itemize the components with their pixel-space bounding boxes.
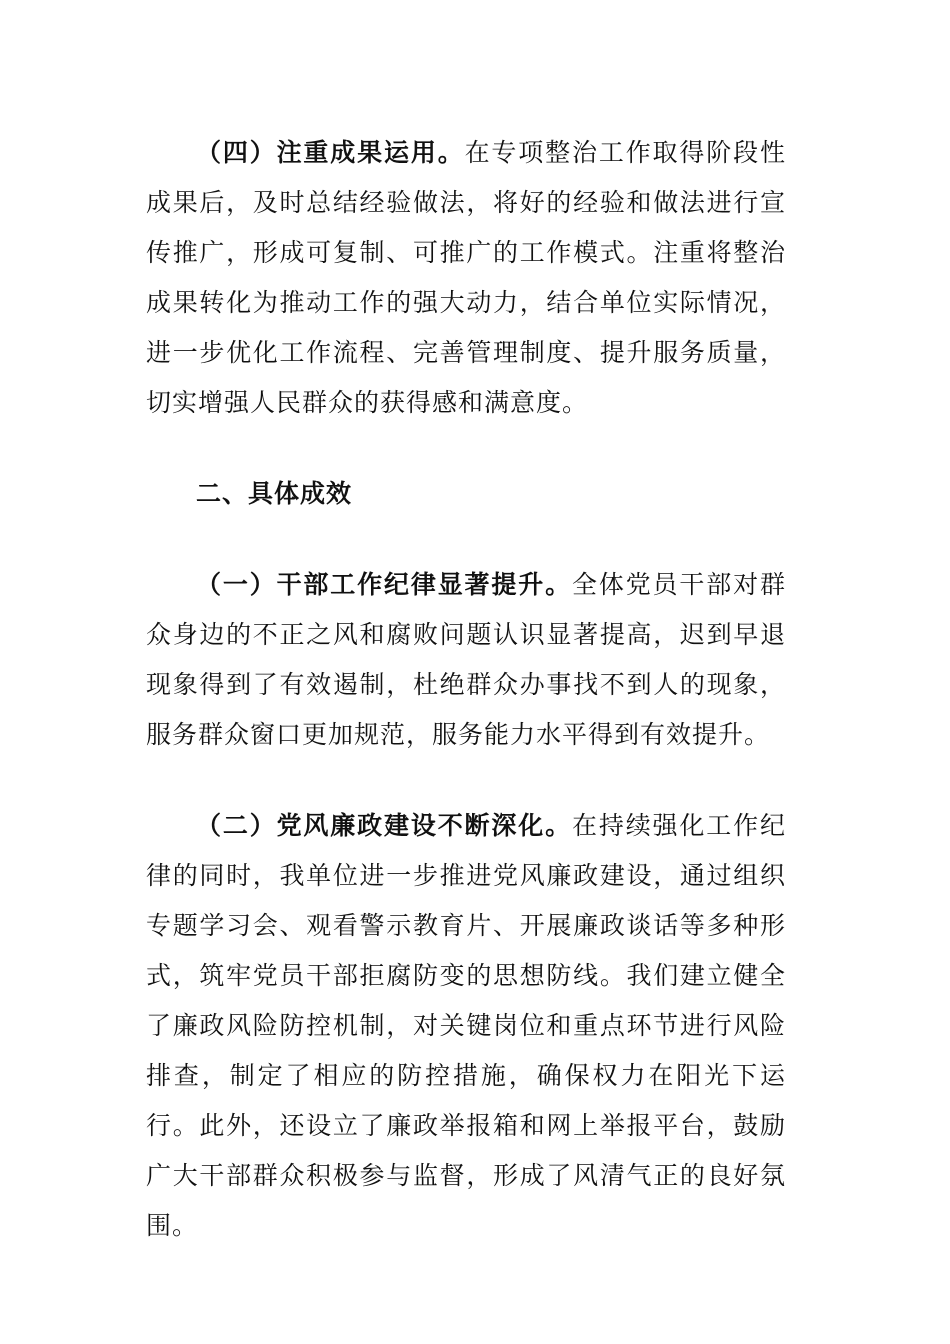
paragraph-lead: （二）党风廉政建设不断深化。 — [196, 811, 572, 840]
document-page — [146, 128, 786, 1251]
paragraph-body: 在专项整治工作取得阶段性成果后，及时总结经验做法，将好的经验和做法进行宣传推广，形成可复制、可推广的工作模式。注重将整治成果转化为推动工作的强大动力，结合单位实际情况，进一步优化工作流程、完善管理制度、提升服务质量，切实增强人民群众的获得感和满意度。 — [146, 138, 786, 417]
paragraph-results-application — [146, 128, 786, 428]
paragraph-body: 在持续强化工作纪律的同时，我单位进一步推进党风廉政建设，通过组织专题学习会、观看警示教育片、开展廉政谈话等多种形式，筑牢党员干部拒腐防变的思想防线。我们建立健全了廉政风险防控机制，对关键岗位和重点环节进行风险排查，制定了相应的防控措施，确保权力在阳光下运行。此外，还设立了廉政举报箱和网上举报平台，鼓励广大干部群众积极参与监督，形成了风清气正的良好氛围。 — [146, 811, 786, 1240]
paragraph-lead: （一）干部工作纪律显著提升。 — [196, 570, 572, 599]
paragraph-discipline-improvement — [146, 560, 786, 760]
paragraph-integrity-building — [146, 801, 786, 1251]
paragraph-lead: （四）注重成果运用。 — [196, 138, 465, 167]
section-heading: 二、具体成效 — [196, 479, 353, 508]
paragraph-body: 全体党员干部对群众身边的不正之风和腐败问题认识显著提高，迟到早退现象得到了有效遏制，杜绝群众办事找不到人的现象，服务群众窗口更加规范，服务能力水平得到有效提升。 — [146, 570, 786, 749]
